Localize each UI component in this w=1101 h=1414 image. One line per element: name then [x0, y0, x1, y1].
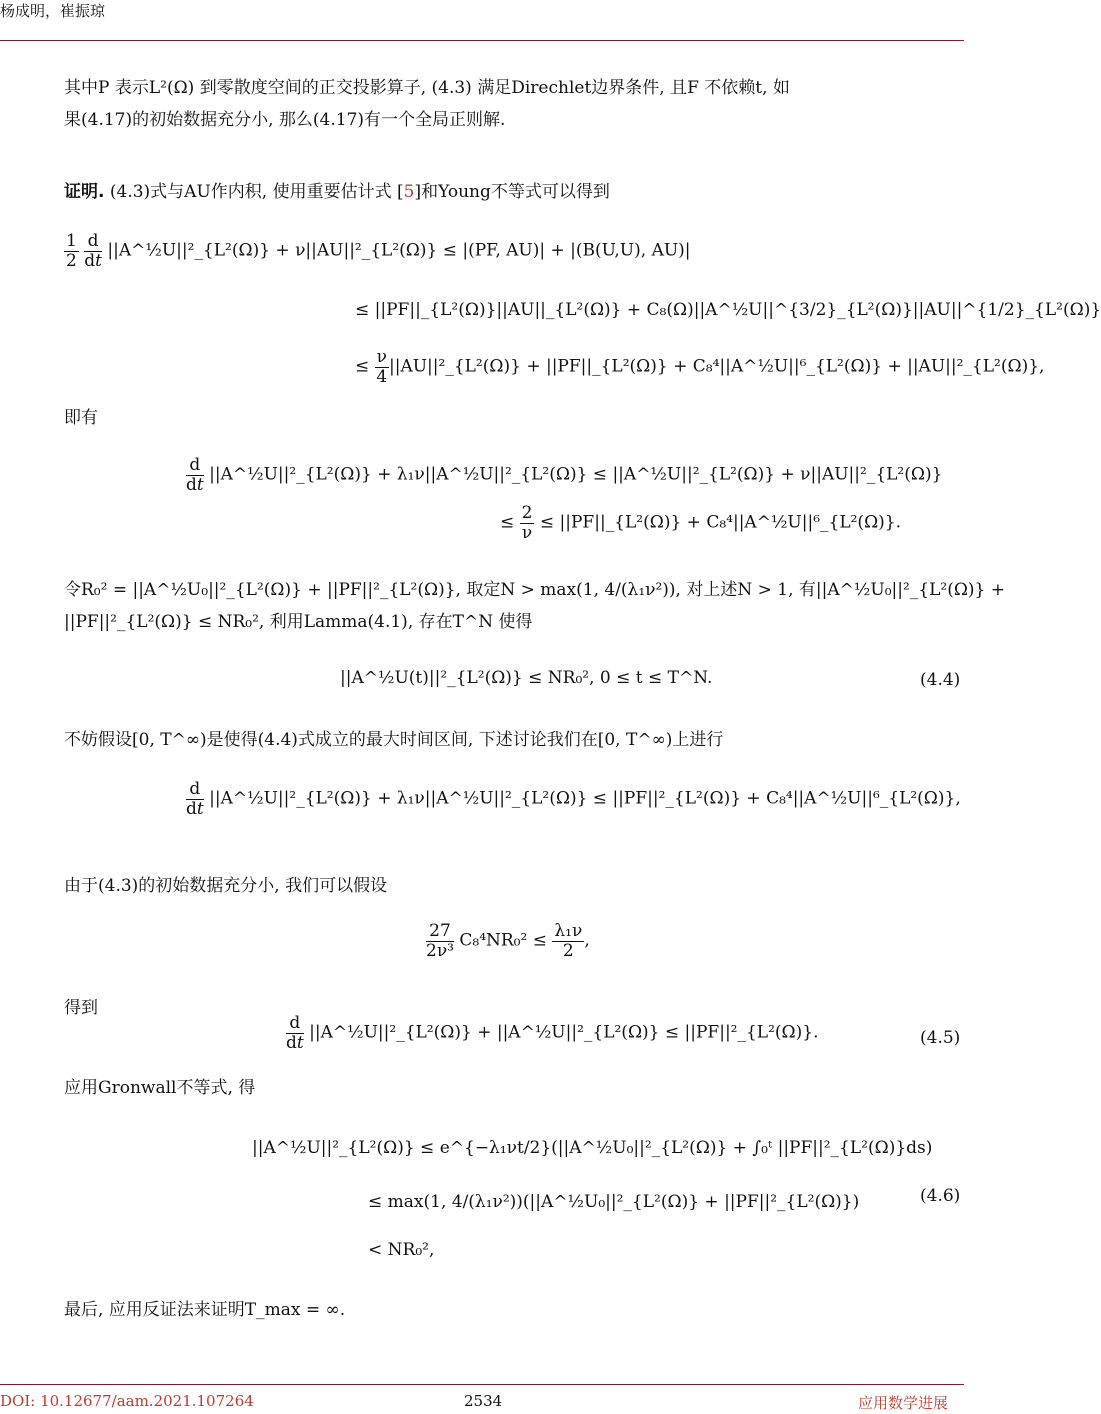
intro-line-1: 其中P 表示L²(Ω) 到零散度空间的正交投影算子, (4.3) 满足Direchlet边界条件, 且F 不依赖t, 如 — [64, 78, 790, 98]
footer-divider — [0, 1384, 964, 1385]
eq44-body: ||A^½U(t)||²_{L²(Ω)} ≤ NR₀², 0 ≤ t ≤ T^N. — [340, 668, 713, 688]
eq45-body: $\frac{d}{dt}$ ||A^½U||²_{L²(Ω)} + ||A^½U||²_{L²(Ω)} ≤ ||PF||²_{L²(Ω)}. — [286, 1013, 819, 1053]
eq46-line2: ≤ max(1, 4/(λ₁ν²))(||A^½U₀||²_{L²(Ω)} + ||PF||²_{L²(Ω)}) — [368, 1192, 860, 1212]
jiyou-text: 即有 — [64, 408, 98, 428]
assumption-equation: $\frac{27}{\text{2ν³}}$ C₈⁴NR₀² ≤ $\frac{\text{λ₁ν}}{2}$ , — [426, 921, 590, 961]
final-text: 最后, 应用反证法来证明T_max = ∞. — [64, 1300, 346, 1320]
ling-line-1: 令R₀² = ||A^½U₀||²_{L²(Ω)} + ||PF||²_{L²(Ω)}, 取定N > max(1, 4/(λ₁ν²)), 对上述N > 1, 有||A^½U₀||²_{L²(Ω)} + — [64, 580, 1006, 600]
gronwall-text: 应用Gronwall不等式, 得 — [64, 1078, 256, 1098]
page-number: 2534 — [464, 1392, 503, 1410]
eq1-line1: $\frac{1}{2}$ $\frac{d}{dt}$ ||A^½U||²_{L²(Ω)} + ν||AU||²_{L²(Ω)} ≤ |(PF, AU)| + |(B(U,U), AU)| — [66, 231, 691, 271]
header-divider — [0, 40, 964, 41]
ddt-fraction: $\frac{d}{dt}$ — [84, 231, 102, 271]
proof-paragraph — [64, 178, 610, 206]
eq46-line1: ||A^½U||²_{L²(Ω)} ≤ e^{−λ₁νt/2}(||A^½U₀||²_{L²(Ω)} + ∫₀ᵗ ||PF||²_{L²(Ω)}ds) — [252, 1138, 933, 1158]
running-header-authors: 杨成明，崔振琼 — [0, 2, 106, 20]
journal-name: 应用数学进展 — [858, 1394, 949, 1412]
proof-text-1: (4.3)式与AU作内积, 使用重要估计式 [ — [109, 182, 404, 202]
eq46-number: (4.6) — [920, 1186, 961, 1206]
citation-link[interactable]: 5 — [403, 182, 415, 202]
youyu-text: 由于(4.3)的初始数据充分小, 我们可以假设 — [64, 876, 388, 896]
eq1-line3: ≤ $\frac{\nu}{4}$ ||AU||²_{L²(Ω)} + ||PF||_{L²(Ω)} + C₈⁴||A^½U||⁶_{L²(Ω)} + ||AU||²_{L²(Ω)}, — [355, 347, 1045, 387]
eq2-line1: $\frac{d}{dt}$ ||A^½U||²_{L²(Ω)} + λ₁ν||A^½U||²_{L²(Ω)} ≤ ||A^½U||²_{L²(Ω)} + ν||AU||²_{L²(Ω)} — [186, 455, 943, 495]
eq45-number: (4.5) — [920, 1028, 961, 1048]
eq2-line2: ≤ $\frac{2}{\nu}$ ≤ ||PF||_{L²(Ω)} + C₈⁴||A^½U||⁶_{L²(Ω)}. — [500, 503, 902, 543]
eq46-line3: < NR₀², — [368, 1240, 435, 1260]
eq3: $\frac{d}{dt}$ ||A^½U||²_{L²(Ω)} + λ₁ν||A^½U||²_{L²(Ω)} ≤ ||PF||²_{L²(Ω)} + C₈⁴||A^½U||⁶_{L²(Ω)}, — [186, 779, 961, 819]
intro-line-2: 果(4.17)的初始数据充分小, 那么(4.17)有一个全局正则解. — [64, 110, 506, 130]
dedao-text: 得到 — [64, 998, 98, 1018]
eq1-line2: ≤ ||PF||_{L²(Ω)}||AU||_{L²(Ω)} + C₈(Ω)||A^½U||^{3/2}_{L²(Ω)}||AU||^{1/2}_{L²(Ω)} — [355, 300, 1101, 320]
bufang-text: 不妨假设[0, T^∞)是使得(4.4)式成立的最大时间区间, 下述讨论我们在[0, T^∞)上进行 — [64, 730, 724, 750]
half-fraction: $\frac{1}{2}$ — [66, 231, 77, 271]
eq44-number: (4.4) — [920, 670, 961, 690]
doi-link[interactable]: DOI: 10.12677/aam.2021.107264 — [0, 1392, 254, 1410]
ling-line-2: ||PF||²_{L²(Ω)} ≤ NR₀², 利用Lamma(4.1), 存在T^N 使得 — [64, 612, 533, 632]
proof-text-2: ]和Young不等式可以得到 — [414, 182, 610, 202]
proof-label: 证明. — [64, 182, 105, 202]
